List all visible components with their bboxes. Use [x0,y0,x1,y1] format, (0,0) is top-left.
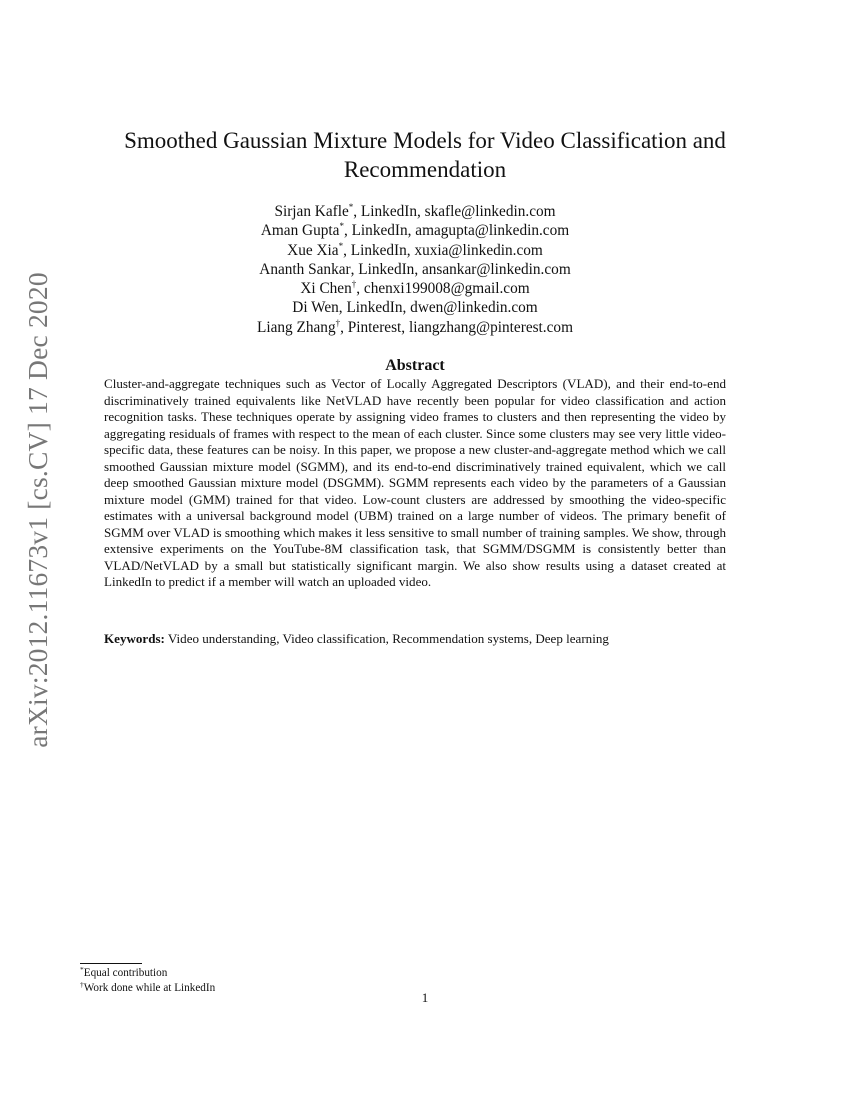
footnote-item [80,966,215,981]
author-mark: † [335,317,341,328]
author-line [100,221,730,240]
author-affiliation: , LinkedIn, skafle@linkedin.com [353,203,556,220]
author-line [100,298,730,317]
keywords-line [104,631,744,648]
author-name: Di Wen [292,299,339,317]
abstract-text: Cluster-and-aggregate techniques such as Vector of Locally Aggregated Descriptors (VLAD), and their end-to-end discriminatively trained equivalents like NetVLAD have recently been popular for video classification and action recognition tasks. These techniques operate by assigning video frames to clusters and then representing the video by aggregating residuals of frames with respect to the mean of each cluster. Since some clusters may see very little video-specific data, these features can be noisy. In this paper, we propose a new cluster-and-aggregate method which we call smoothed Gaussian mixture model (SGMM), and its end-to-end discriminatively trained equivalent, which we call deep smoothed Gaussian mixture model (DSGMM). SGMM represents each video by the parameters of a Gaussian mixture model (GMM) trained for that video. Low-count clusters are addressed by smoothing the video-specific estimates with a universal background model (UBM) trained on a large number of videos. The primary benefit of SGMM over VLAD is smoothing which makes it less sensitive to small number of training samples. We show, through extensive experiments on the YouTube-8M classification task, that SGMM/DSGMM is consistently better than VLAD/NetVLAD by a small but statistically significant margin. We also show results using a dataset created at LinkedIn to predict if a member will watch an uploaded video. [104,376,726,589]
author-line [100,318,730,337]
footnote-mark: * [80,965,84,974]
abstract-heading: Abstract [385,357,445,374]
author-line [100,202,730,221]
author-mark: † [351,279,357,290]
author-name: Liang Zhang [257,318,336,336]
author-mark: * [348,202,354,212]
page-number: 1 [421,990,429,1005]
keywords-label: Keywords: [104,631,165,646]
footnote-mark: † [80,979,84,989]
author-mark: * [339,221,344,232]
author-name: Sirjan Kafle [274,203,349,220]
author-affiliation: , Pinterest, liangzhang@pinterest.com [340,318,573,336]
author-line [100,279,730,298]
author-name: Aman Gupta [260,222,340,240]
footnote-text: Equal contribution [83,967,168,979]
footnote-text: Work done while at LinkedIn [83,981,216,994]
author-line [100,260,730,279]
author-list [100,202,730,337]
author-line [100,241,730,260]
keywords-text: Video understanding, Video classification, Recommendation systems, Deep learning [167,631,609,646]
author-name: Ananth Sankar [259,260,351,278]
arxiv-identifier-stamp: arXiv:2012.11673v1 [cs.CV] 17 Dec 2020 [22,272,53,748]
footnote-divider [80,963,142,964]
author-affiliation: , LinkedIn, amagupta@linkedin.com [343,222,570,240]
paper-title: Smoothed Gaussian Mixture Models for Video Classification and Recommendation [124,128,726,182]
author-affiliation: , chenxi199008@gmail.com [356,280,530,298]
author-affiliation: , LinkedIn, xuxia@linkedin.com [343,241,543,259]
author-affiliation: , LinkedIn, dwen@linkedin.com [338,299,538,317]
author-affiliation: , LinkedIn, ansankar@linkedin.com [350,260,571,278]
author-name: Xue Xia [287,241,339,259]
author-mark: * [338,240,344,251]
author-name: Xi Chen [300,280,352,298]
